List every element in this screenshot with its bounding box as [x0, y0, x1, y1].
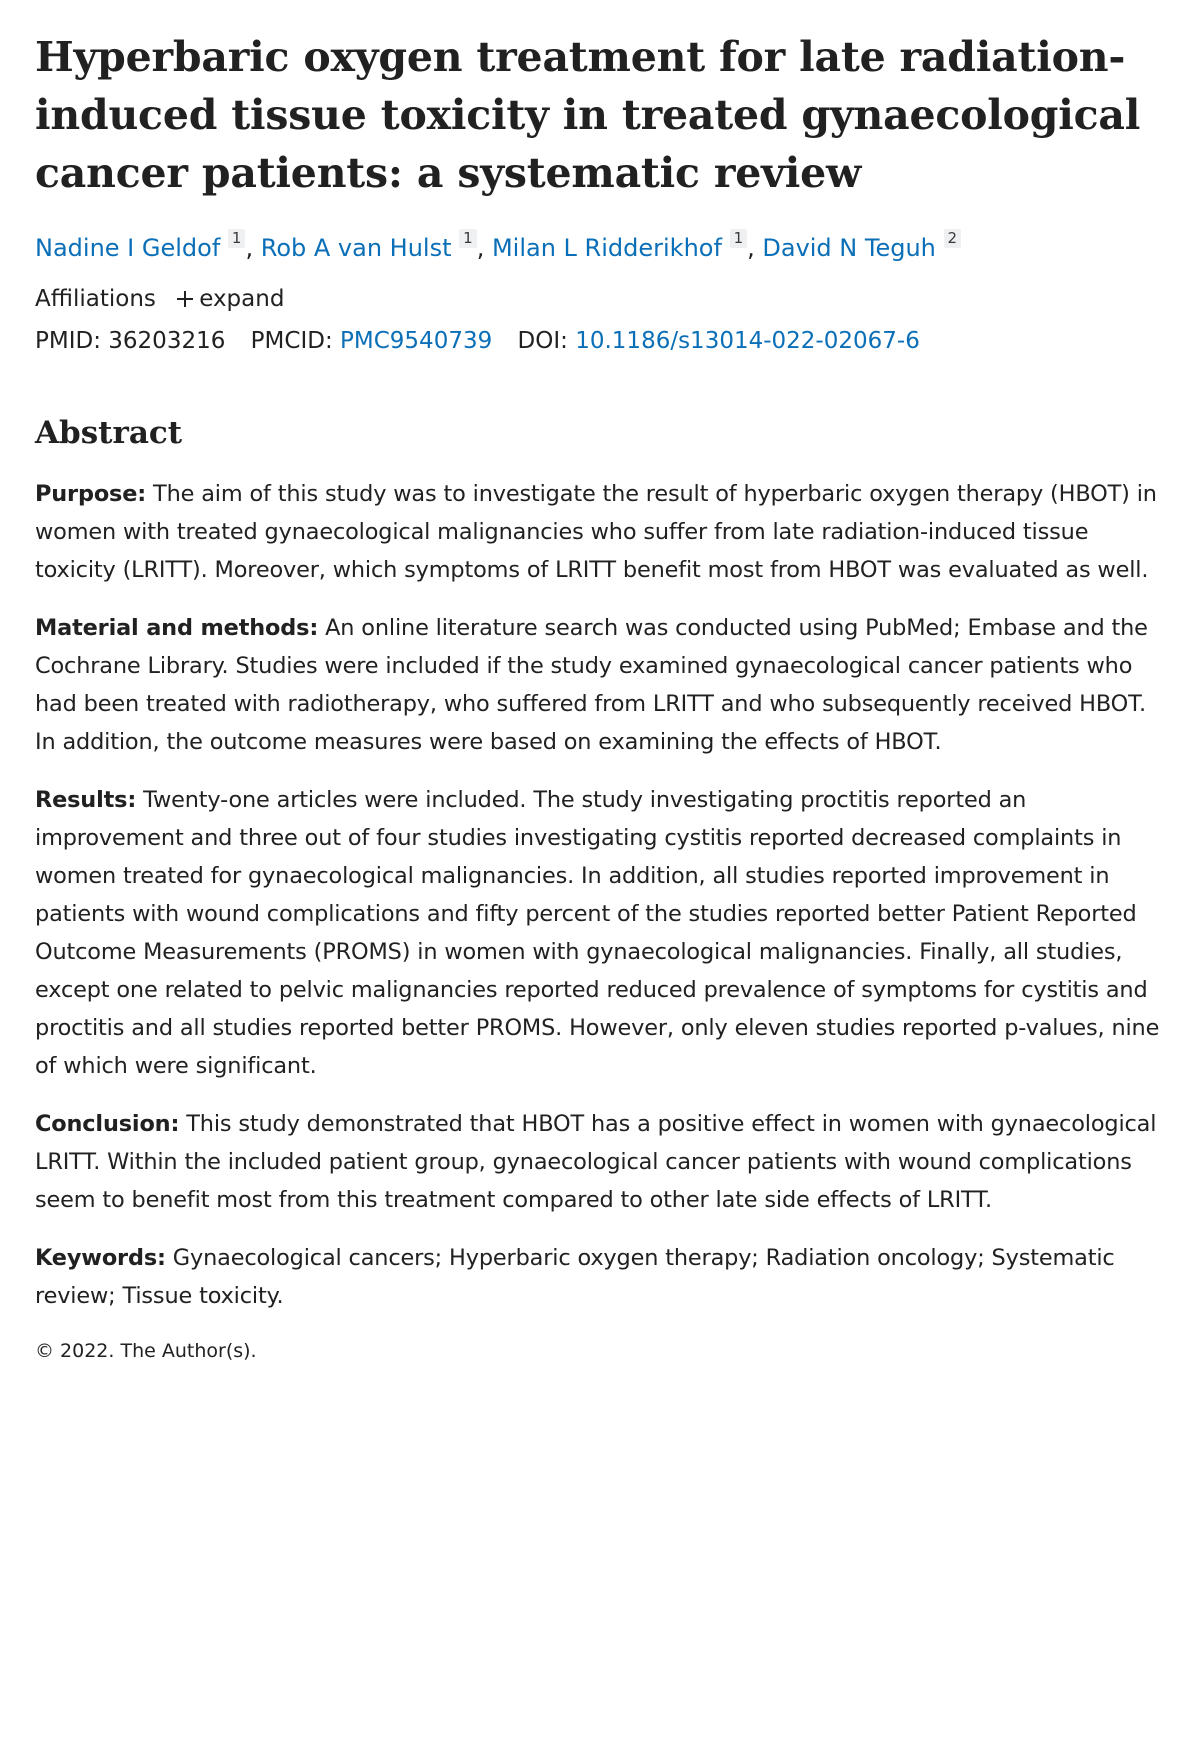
doi-label: DOI:	[517, 328, 568, 354]
pmcid	[251, 328, 493, 354]
author-link[interactable]: David N Teguh	[762, 234, 936, 262]
pmcid-link[interactable]: PMC9540739	[340, 328, 493, 354]
article-page	[35, 28, 1170, 1365]
affiliation-ref[interactable]: 1	[730, 229, 748, 248]
abstract-results	[35, 781, 1170, 1085]
author-separator: ,	[747, 234, 763, 262]
pmid-label: PMID:	[35, 328, 101, 354]
author-link[interactable]: Rob A van Hulst	[260, 234, 452, 262]
doi-link[interactable]: 10.1186/s13014-022-02067-6	[575, 328, 920, 354]
section-text: The aim of this study was to investigate the result of hyperbaric oxygen therapy (HBOT) in women with treated gynaecological malignancies who suffer from late radiation-induced tissue toxicity (LRITT). Moreover, which symptoms of LRITT benefit most from HBOT was evaluated as well.	[35, 481, 1157, 583]
pmid	[35, 328, 225, 354]
section-label: Conclusion:	[35, 1111, 180, 1137]
pmcid-label: PMCID:	[250, 328, 333, 354]
affiliation-ref[interactable]: 2	[944, 229, 962, 248]
abstract-conclusion	[35, 1105, 1170, 1219]
copyright-notice: © 2022. The Author(s).	[35, 1340, 257, 1362]
section-text: Twenty-one articles were included. The study investigating proctitis reported an improvement and three out of four studies investigating cystitis reported decreased complaints in women treated for gynaecological malignancies. In addition, all studies reported improvement in patients with wound complications and fifty percent of the studies reported better Patient Reported Outcome Measurements (PROMS) in women with gynaecological malignancies. Finally, all studies, except one related to pelvic malignancies reported reduced prevalence of symptoms for cystitis and proctitis and all studies reported better PROMS. However, only eleven studies reported p-values, nine of which were significant.	[35, 787, 1160, 1079]
affiliation-ref[interactable]: 1	[459, 229, 477, 248]
author-list	[35, 231, 1170, 265]
affiliations-row	[35, 283, 1170, 315]
section-text: This study demonstrated that HBOT has a positive effect in women with gynaecological LRITT. Within the included patient group, gynaecological cancer patients with wound complications seem to benefit most from this treatment compared to other late side effects of LRITT.	[35, 1111, 1157, 1213]
section-label: Material and methods:	[35, 615, 319, 641]
section-label: Keywords:	[35, 1245, 166, 1271]
doi	[518, 328, 920, 354]
author-separator: ,	[245, 234, 261, 262]
section-text: An online literature search was conducted using PubMed; Embase and the Cochrane Library. Studies were included if the study examined gynaecological cancer patients who had been treated with radiotherapy, who suffered from LRITT and who subsequently received HBOT. In addition, the outcome measures were based on examining the effects of HBOT.	[35, 615, 1148, 755]
affiliation-ref[interactable]: 1	[228, 229, 246, 248]
pmid-value: 36203216	[108, 328, 226, 354]
author-link[interactable]: Milan L Ridderikhof	[491, 234, 722, 262]
affiliations-label: Affiliations	[35, 286, 156, 312]
plus-icon	[177, 291, 193, 307]
section-label: Purpose:	[35, 481, 147, 507]
author-link[interactable]: Nadine I Geldof	[35, 234, 221, 262]
identifiers-row	[35, 325, 1170, 357]
author-separator: ,	[476, 234, 492, 262]
abstract-keywords	[35, 1239, 1170, 1315]
section-label: Results:	[35, 787, 137, 813]
section-text: Gynaecological cancers; Hyperbaric oxygen therapy; Radiation oncology; Systematic review; Tissue toxicity.	[35, 1245, 1115, 1309]
expand-label: expand	[199, 286, 285, 312]
abstract-methods	[35, 609, 1170, 761]
abstract-purpose	[35, 475, 1170, 589]
article-title: Hyperbaric oxygen treatment for late radiation-induced tissue toxicity in treated gynaecological cancer patients: a systematic review	[35, 33, 1141, 197]
affiliations-expand-button[interactable]	[177, 286, 284, 312]
abstract-heading: Abstract	[35, 415, 183, 451]
